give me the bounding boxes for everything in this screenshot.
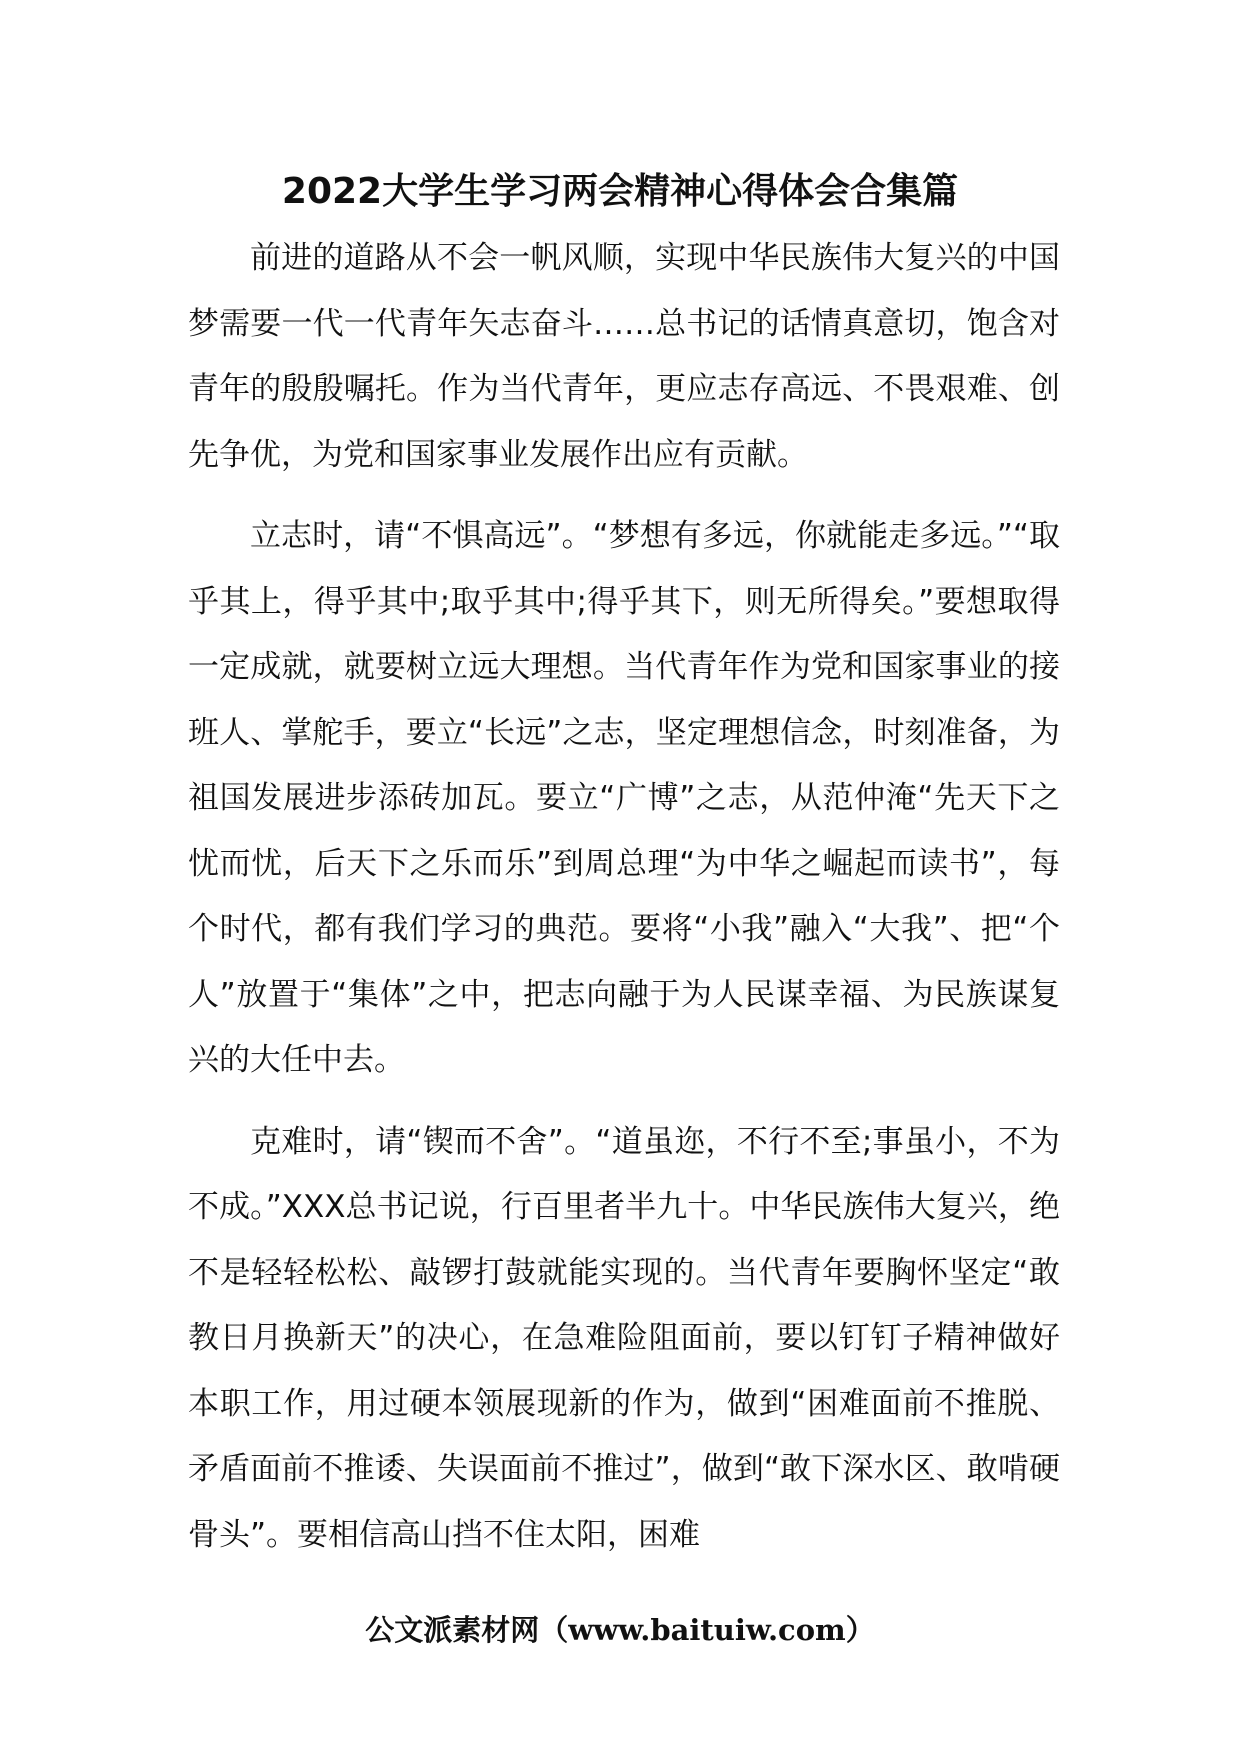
paragraph-intro: 前进的道路从不会一帆风顺，实现中华民族伟大复兴的中国梦需要一代一代青年矢志奋斗……总书记的话情真意切，饱含对青年的殷殷嘱托。作为当代青年，更应志存高远、不畏艰难、创先争优，为党和国家事业发展作出应有贡献。: [188, 240, 1060, 473]
document-title: 2022大学生学习两会精神心得体会合集篇: [281, 171, 959, 212]
paragraph-perseverance: 克难时，请“锲而不舍”。“道虽迩，不行不至;事虽小，不为不成。”XXX总书记说，行百里者半九十。中华民族伟大复兴，绝不是轻轻松松、敲锣打鼓就能实现的。当代青年要胸怀坚定“敢教日月换新天”的决心，在急难险阻面前，要以钉钉子精神做好本职工作，用过硬本领展现新的作为，做到“困难面前不推脱、矛盾面前不推诿、失误面前不推过”，做到“敢下深水区、敢啃硬骨头”。要相信高山挡不住太阳，困难: [188, 1123, 1060, 1553]
footer-source: 公文派素材网（www.baituiw.com）: [365, 1613, 875, 1647]
document-body: [188, 226, 1060, 1584]
paragraph-aspiration: 立志时，请“不惧高远”。“梦想有多远，你就能走多远。”“取乎其上，得乎其中;取乎其中;得乎其下，则无所得矣。”要想取得一定成就，就要树立远大理想。当代青年作为党和国家事业的接班人、掌舵手，要立“长远”之志，坚定理想信念，时刻准备，为祖国发展进步添砖加瓦。要立“广博”之志，从范仲淹“先天下之忧而忧，后天下之乐而乐”到周总理“为中华之崛起而读书”，每个时代，都有我们学习的典范。要将“小我”融入“大我”、把“个人”放置于“集体”之中，把志向融于为人民谋幸福、为民族谋复兴的大任中去。: [188, 518, 1060, 1078]
